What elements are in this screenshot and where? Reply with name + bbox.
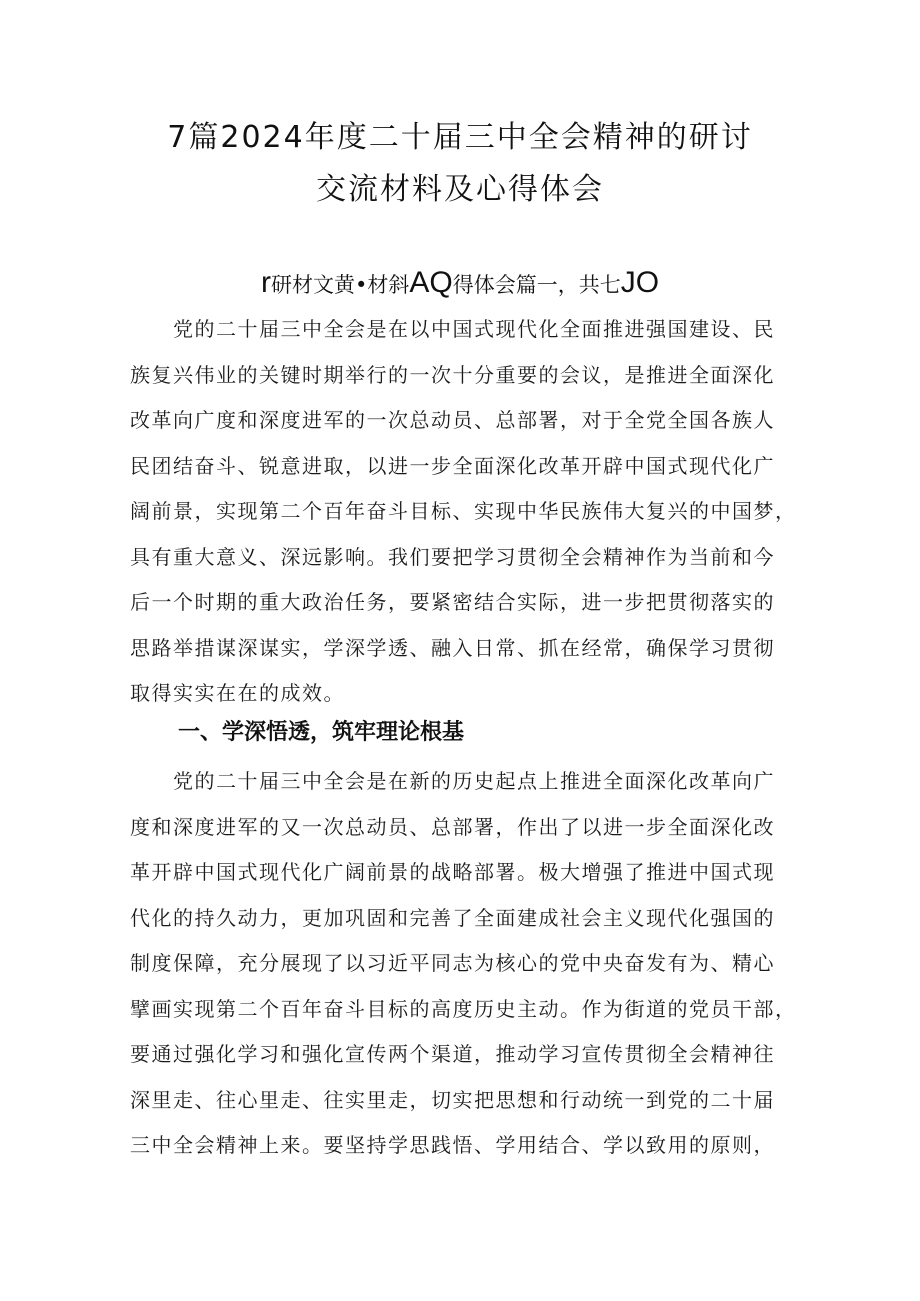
paragraph-line: 取得实实在在的成效。	[130, 681, 345, 705]
subtitle-prefix: r	[260, 266, 271, 299]
paragraph-line: 三中全会精神上来。要坚持学思践悟、学用结合、学以致用的原则，	[130, 1133, 775, 1157]
paragraph-line: 深里走、往心里走、往实里走，切实把思想和行动统一到党的二十届	[130, 1087, 775, 1112]
document-title-line-2: 交流材料及心得体会	[316, 172, 604, 207]
paragraph-line: 改革向广度和深度进军的一次总动员、总部署，对于全党全国各族人	[130, 408, 775, 432]
section-heading: 一、学深悟透，筑牢理论根基	[178, 720, 465, 745]
document-title-line-1: 7篇2024年度二十届三中全会精神的研讨	[167, 120, 753, 155]
subtitle-latin-2: JO	[620, 266, 660, 299]
paragraph-line: 民团结奋斗、锐意进取，以进一步全面深化改革开辟中国式现代化广	[130, 453, 775, 478]
paragraph-line: 思路举措谋深谋实，学深学透、融入日常、抓在经常，确保学习贯彻	[130, 635, 775, 660]
paragraph-line: 具有重大意义、深远影响。我们要把学习贯彻全会精神作为当前和今	[130, 544, 775, 569]
paragraph-line: 后一个时期的重大政治任务，要紧密结合实际，进一步把贯彻落实的	[130, 590, 775, 614]
paragraph-line: 族复兴伟业的关键时期举行的一次十分重要的会议，是推进全面深化	[130, 362, 775, 387]
paragraph-2	[130, 759, 797, 1169]
subtitle-text-2: 得体会篇一，共七	[452, 273, 621, 297]
subtitle-text-1: 研材文黄•材斜	[270, 273, 410, 297]
paragraph-line: 革开辟中国式现代化广阔前景的战略部署。极大增强了推进中国式现	[130, 860, 775, 884]
subtitle-latin-1: AQ	[409, 266, 453, 299]
paragraph-line: 阔前景，实现第二个百年奋斗目标、实现中华民族伟大复兴的中国梦，	[130, 499, 797, 523]
paragraph-line: 党的二十届三中全会是在新的历史起点上推进全面深化改革向广	[130, 769, 775, 793]
paragraph-line: 度和深度进军的又一次总动员、总部署，作出了以进一步全面深化改	[130, 814, 775, 839]
paragraph-1	[130, 307, 797, 717]
document-subtitle	[0, 266, 920, 300]
paragraph-line: 擘画实现第二个百年奋斗目标的高度历史主动。作为街道的党员干部，	[130, 996, 797, 1021]
paragraph-line: 党的二十届三中全会是在以中国式现代化全面推进强国建设、民	[130, 317, 775, 341]
paragraph-line: 制度保障，充分展现了以习近平同志为核心的党中央奋发有为、精心	[130, 951, 775, 975]
paragraph-line: 代化的持久动力，更加巩固和完善了全面建成社会主义现代化强国的	[130, 905, 775, 930]
paragraph-line: 要通过强化学习和强化宣传两个渠道，推动学习宣传贯彻全会精神往	[130, 1042, 775, 1066]
